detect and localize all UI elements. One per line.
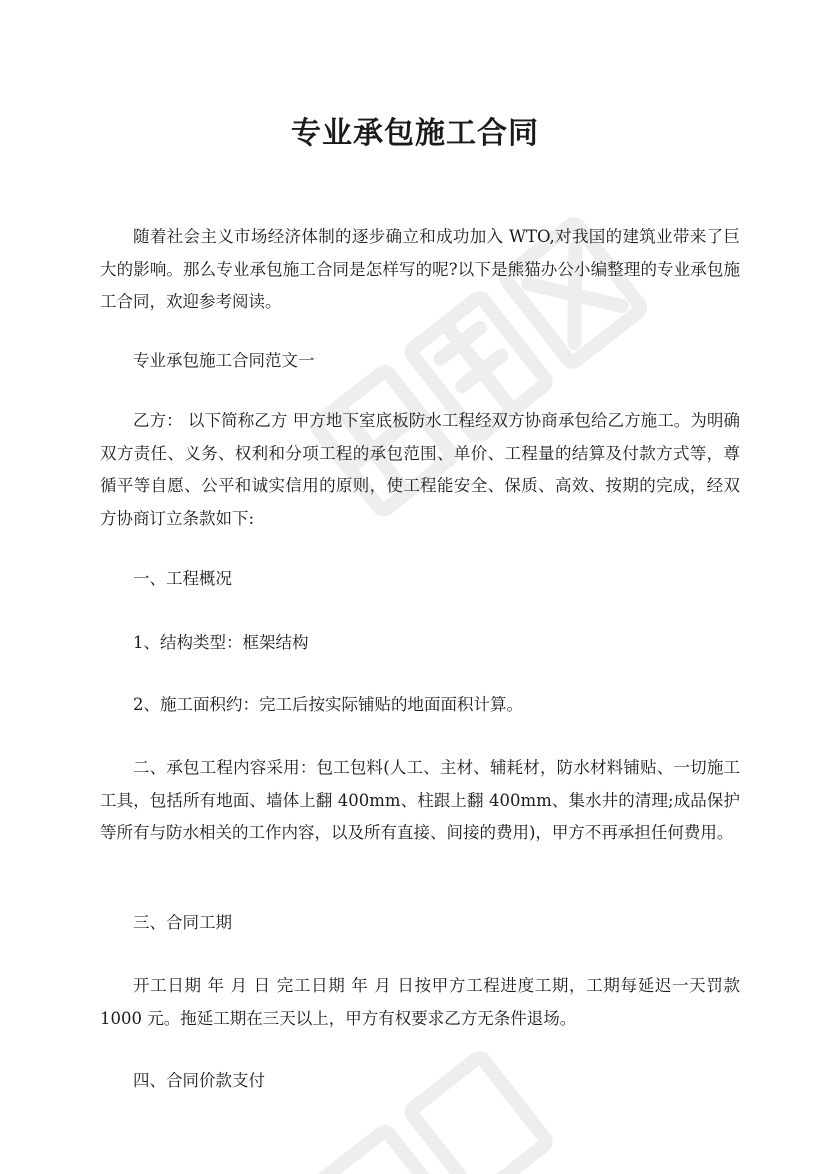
sample-heading: 专业承包施工合同范文一 (133, 351, 315, 370)
intro-paragraph: 随着社会主义市场经济体制的逐步确立和成功加入 WTO,对我国的建筑业带来了巨大的影响。那么专业承包施工合同是怎样写的呢?以下是熊猫办公小编整理的专业承包施工合同，欢迎参考阅读。 (100, 227, 740, 311)
section-2-paragraph: 二、承包工程内容采用：包工包料(人工、主材、辅耗材，防水材料铺贴、一切施工工具，包括所有地面、墙体上翻 400mm、柱跟上翻 400mm、集水井的清理;成品保护等所有与防水相关的工作内容，以及所有直接、间接的费用)，甲方不再承担任何费用。 (100, 758, 740, 842)
section-3-body: 开工日期 年 月 日 完工日期 年 月 日按甲方工程进度工期，工期每延迟一天罚款 1000 元。拖延工期在三天以上，甲方有权要求乙方无条件退场。 (100, 976, 740, 1028)
party-b-paragraph: 乙方： 以下简称乙方 甲方地下室底板防水工程经双方协商承包给乙方施工。为明确双方责任、义务、权利和分项工程的承包范围、单价、工程量的结算及付款方式等，尊循平等自愿、公平和诚实信用的原则，使工程能安全、保质、高效、按期的完成，经双方协商订立条款如下: (100, 411, 740, 528)
section-3-heading: 三、合同工期 (133, 913, 232, 932)
document-title: 专业承包施工合同 (291, 116, 539, 151)
section-1-item-2: 2、施工面积约：完工后按实际铺贴的地面面积计算。 (133, 695, 523, 714)
section-4-heading: 四、合同价款支付 (133, 1071, 265, 1090)
section-1-item-1: 1、结构类型：框架结构 (133, 633, 309, 652)
section-1-heading: 一、工程概况 (133, 569, 232, 588)
